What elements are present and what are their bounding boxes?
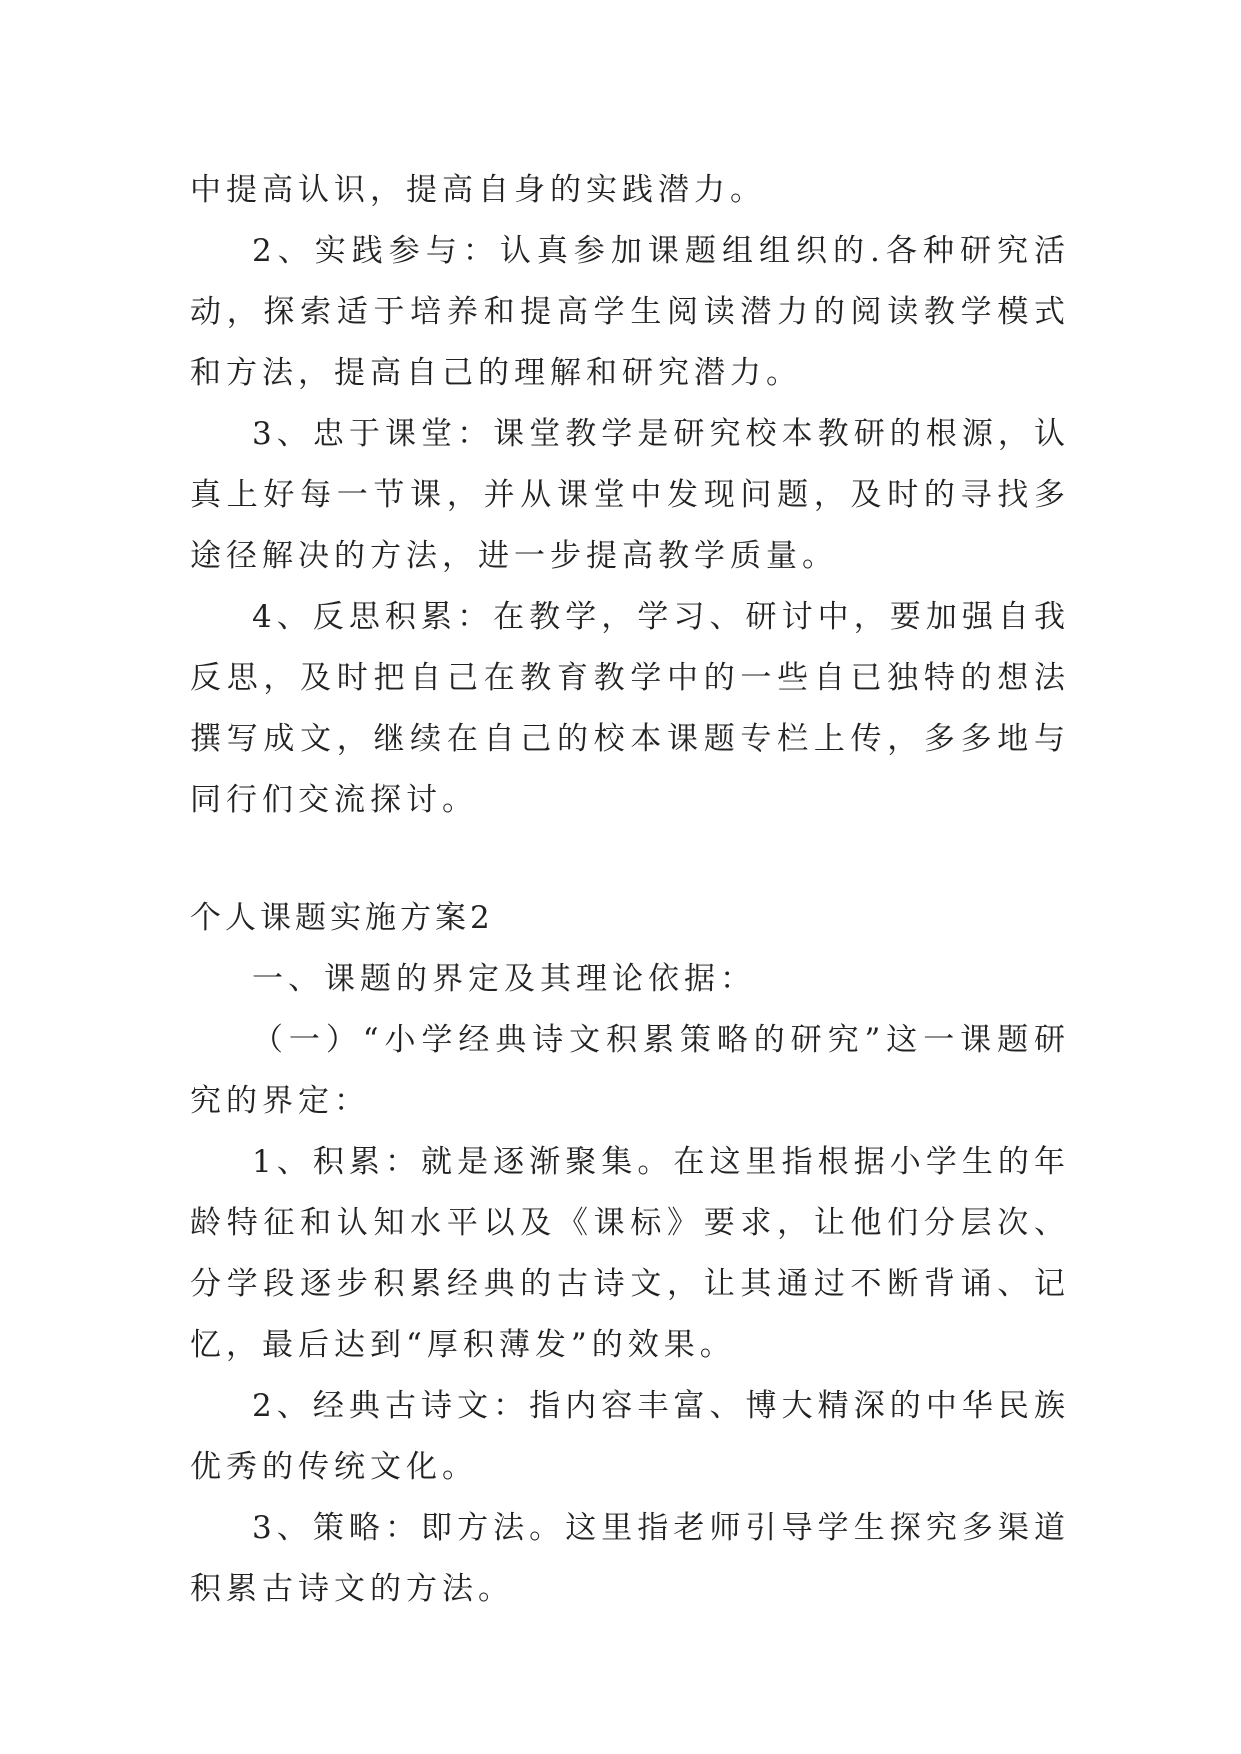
paragraph-classic-poetry-definition: 2、经典古诗文：指内容丰富、博大精深的中华民族优秀的传统文化。 — [190, 1388, 1070, 1485]
section-title: 个人课题实施方案2 — [190, 900, 494, 936]
paragraph-topic-research-definition: （一）“小学经典诗文积累策略的研究”这一课题研究的界定： — [190, 1022, 1070, 1119]
paragraph-practice-participation: 2、实践参与：认真参加课题组组织的.各种研究活动，探索适于培养和提高学生阅读潜力的阅读教学模式和方法，提高自己的理解和研究潜力。 — [190, 233, 1070, 391]
paragraph-classroom-loyalty: 3、忠于课堂：课堂教学是研究校本教研的根源，认真上好每一节课，并从课堂中发现问题，及时的寻找多途径解决的方法，进一步提高教学质量。 — [190, 416, 1070, 574]
paragraph-strategy-definition: 3、策略：即方法。这里指老师引导学生探究多渠道积累古诗文的方法。 — [190, 1510, 1070, 1607]
paragraph-continuation: 中提高认识，提高自身的实践潜力。 — [190, 172, 766, 208]
section-gap — [190, 831, 1070, 888]
paragraph-topic-definition-heading: 一、课题的界定及其理论依据： — [252, 961, 756, 997]
paragraph-reflection-accumulation: 4、反思积累：在教学，学习、研讨中，要加强自我反思，及时把自己在教育教学中的一些自已独特的想法撰写成文，继续在自己的校本课题专栏上传，多多地与同行们交流探讨。 — [190, 599, 1070, 818]
paragraph-accumulation-definition: 1、积累：就是逐渐聚集。在这里指根据小学生的年龄特征和认知水平以及《课标》要求，让他们分层次、分学段逐步积累经典的古诗文，让其通过不断背诵、记忆，最后达到“厚积薄发”的效果。 — [190, 1144, 1070, 1363]
document-body — [190, 160, 1070, 1620]
